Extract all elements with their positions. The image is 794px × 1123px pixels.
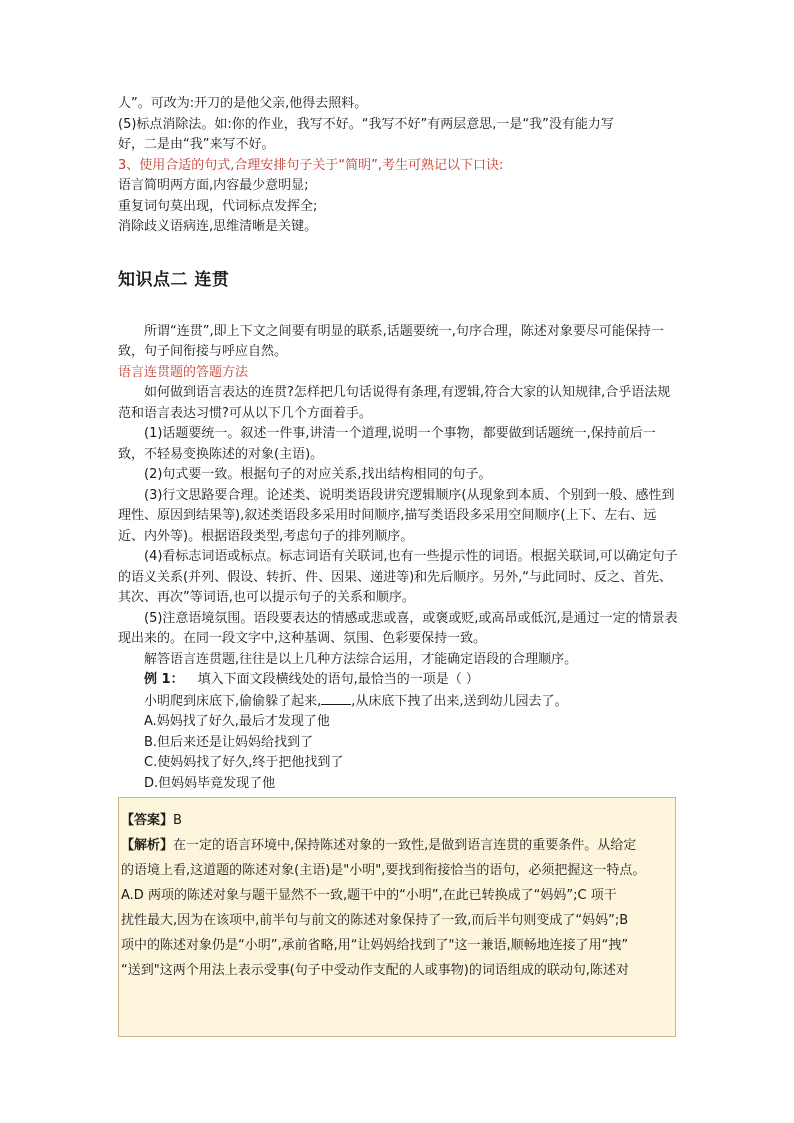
text-line: (5)标点消除法。如:你的作业，我写不好。“我写不好”有两层意思,一是“我”没有能力写 bbox=[118, 116, 614, 132]
answer-tag: 【答案】 bbox=[121, 813, 174, 828]
analysis-tag: 【解析】 bbox=[121, 838, 174, 853]
option-b: B.但后来还是让妈妈给找到了 bbox=[144, 734, 314, 750]
text-line: 人”。可改为:开刀的是他父亲,他得去照料。 bbox=[118, 96, 368, 111]
example-label: 例 1： bbox=[144, 672, 184, 687]
document-page bbox=[118, 94, 678, 794]
analysis-line: A.D 两项的陈述对象与题干显然不一致,题干中的“小明”,在此已转换成了“妈妈”;C 项干 bbox=[121, 888, 617, 903]
example-question-text: 填入下面文段横线处的语句,最恰当的一项是（ ） bbox=[197, 672, 479, 687]
analysis-line: 的语境上看,这道题的陈述对象(主语)是"小明",要找到衔接恰当的语句，必须把握这一特点。 bbox=[121, 863, 646, 878]
rhyme-line: 重复词句莫出现，代词标点发挥全; bbox=[118, 198, 318, 214]
example-sentence bbox=[118, 691, 678, 713]
analysis-line: “送到"这两个用法上表示受事(句子中受动作支配的人或事物)的词语组成的联动句,陈述对 bbox=[121, 963, 629, 978]
intro-paragraph: 所谓“连贯”,即上下文之间要有明显的联系,话题要统一,句序合理，陈述对象要尽可能保持一致，句子间衔接与呼应自然。 bbox=[118, 323, 664, 359]
analysis-line: 扰性最大,因为在该项中,前半句与前文的陈述对象保持了一致,而后半句则变成了“妈妈”;B bbox=[121, 913, 629, 928]
option-a: A.妈妈找了好久,最后才发现了他 bbox=[144, 714, 330, 729]
answer-blank bbox=[321, 691, 351, 705]
answer-box bbox=[118, 797, 676, 1037]
point-2: (2)句式要一致。根据句子的对应关系,找出结构相同的句子。 bbox=[144, 467, 492, 482]
analysis-line bbox=[121, 833, 673, 858]
point-4: (4)看标志词语或标点。标志词语有关联词,也有一些提示性的词语。根据关联词,可以确定句子的语义关系(并列、假设、转折、件、因果、递进等)和先后顺序。另外,“与此同时、反之、首先、其次、再次”等词语,也可以提示句子的关系和顺序。 bbox=[118, 549, 678, 605]
example-question bbox=[118, 670, 678, 691]
section-title: 知识点二 连贯 bbox=[118, 269, 230, 290]
point-1: (1)话题要统一。叙述一件事,讲清一个道理,说明一个事物，都要做到话题统一,保持前后一致，不轻易变换陈述的对象(主语)。 bbox=[118, 426, 656, 462]
answer-line bbox=[121, 808, 673, 833]
option-d: D.但妈妈毕竟发现了他 bbox=[144, 775, 276, 791]
subheading-3: 3、使用合适的句式,合理安排句子关于“简明”,考生可熟记以下口诀: bbox=[118, 157, 504, 173]
rhyme-line: 消除歧义语病连,思维清晰是关键。 bbox=[118, 219, 318, 234]
point-3: (3)行文思路要合理。论述类、说明类语段讲究逻辑顺序(从现象到本质、个别到一般、感性到理性、原因到结果等),叙述类语段多采用时间顺序,描写类语段多采用空间顺序(上下、左右、远近、内外等)。根据语段类型,考虑句子的排列顺序。 bbox=[118, 487, 675, 544]
answer-value: B bbox=[173, 813, 182, 828]
sentence-before: 小明爬到床底下,偷偷躲了起来, bbox=[144, 693, 322, 709]
point-5: (5)注意语境氛围。语段要表达的情感或悲或喜，或褒或贬,或高昂或低沉,是通过一定的情景表现出来的。在同一段文字中,这种基调、氛围、色彩要保持一致。 bbox=[118, 610, 678, 646]
summary-paragraph: 解答语言连贯题,往往是以上几种方法综合运用，才能确定语段的合理顺序。 bbox=[144, 651, 578, 667]
method-intro: 如何做到语言表达的连贯?怎样把几句话说得有条理,有逻辑,符合大家的认知规律,合乎语法规范和语言表达习惯?可从以下几个方面着手。 bbox=[118, 385, 671, 421]
text-line: 好，二是由“我”来写不好。 bbox=[118, 137, 275, 152]
analysis-line: 项中的陈述对象仍是“小明”,承前省略,用“让妈妈给找到了"这一兼语,顺畅地连接了用“拽” bbox=[121, 938, 629, 953]
sentence-after: ,从床底下拽了出来,送到幼儿园去了。 bbox=[351, 693, 568, 709]
analysis-text: 在一定的语言环境中,保持陈述对象的一致性,是做到语言连贯的重要条件。从给定 bbox=[173, 838, 637, 853]
method-heading: 语言连贯题的答题方法 bbox=[118, 364, 249, 380]
option-c: C.使妈妈找了好久,终于把他找到了 bbox=[144, 755, 344, 770]
rhyme-line: 语言简明两方面,内容最少意明显; bbox=[118, 178, 309, 193]
